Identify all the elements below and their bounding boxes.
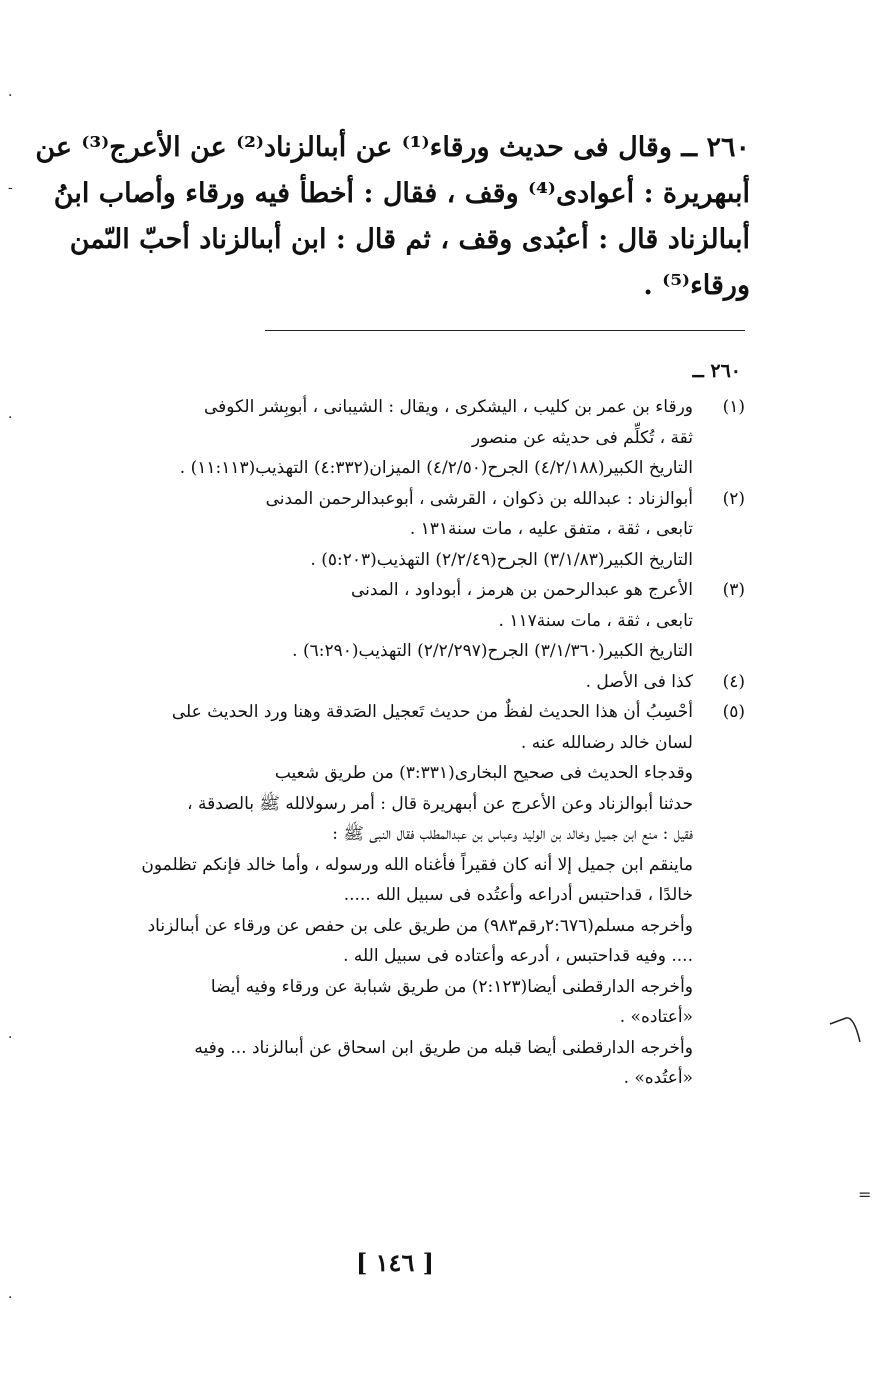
footnote-line: تابعى ، ثقة ، مات سنة١١٧ . — [498, 610, 693, 631]
footnote-line: «أعتُده» . — [623, 1068, 693, 1088]
footnote-line: التاريخ الكبير(٤/٢/١٨٨) الجرح(٤/٢/٥٠) الميزان(٤:٣٣٢) التهذيب(١١:١١٣) . — [179, 458, 693, 478]
margin-mark: = — [858, 1185, 872, 1204]
footnote-line: التاريخ الكبير(٣/١/٣٦٠) الجرح(٢/٢/٢٩٧) التهذيب(٦:٢٩٠) . — [292, 641, 693, 661]
footnote-heading: ٢٦٠ ــ — [692, 360, 741, 382]
footnote-line: كذا فى الأصل . — [585, 671, 693, 692]
footnote-number: (١) — [722, 397, 745, 417]
footnote-line: «أعتاده» . — [619, 1007, 693, 1027]
footnote-4 — [55, 667, 745, 698]
footnote-line: .... وفيه قداحتبس ، أدرعه وأعتاده فى سبيل الله . — [343, 946, 693, 966]
footnote-line: الأعرج هو عبدالرحمن بن هرمز ، أبوداود ، المدنى — [351, 580, 693, 600]
margin-mark-icon — [828, 1012, 868, 1046]
scan-speck: - — [8, 180, 13, 196]
footnote-5-continuation — [55, 758, 745, 1094]
footnote-line: حدثنا أبوالزناد وعن الأعرج عن أبىهريرة قال : أمر رسولالله ﷺ بالصدقة ، — [187, 793, 693, 814]
footnote-number: (٣) — [722, 580, 745, 600]
footnote-line: وأخرجه مسلم(٢:٦٧٦رقم٩٨٣) من طريق على بن حفص عن ورقاء عن أبىالزناد — [147, 915, 693, 936]
footnote-line: أحْسِبُ أن هذا الحديث لفظٌ من حديث تَعجيل الصَدقة وهنا ورد الحديث على — [171, 702, 693, 722]
footnote-number: (٥) — [722, 702, 745, 722]
footnote-number: (٤) — [722, 671, 745, 692]
footnote-line: لسان خالد رضىالله عنه . — [520, 732, 693, 753]
hadith-line: أبىهريرة : أعوادى⁽⁴⁾ وقف ، فقال : أخطأ فيه ورقاء وأصاب ابنُ — [53, 178, 750, 209]
footnote-divider — [265, 330, 745, 331]
footnote-line: فقيل : منع ابن جميل وخالد بن الوليد وعباس بن عبدالمطلب فقال النبى ﷺ : — [332, 824, 693, 844]
footnote-line: ورقاء بن عمر بن كليب ، اليشكرى ، ويقال : الشيبانى ، أبوبِشر الكوفى — [203, 397, 693, 417]
scan-speck: · — [8, 1030, 13, 1046]
scan-speck: · — [8, 1290, 13, 1306]
hadith-line: ورقاء⁽⁵⁾ . — [643, 270, 750, 301]
footnote-number: (٢) — [722, 488, 745, 509]
footnote-1 — [55, 392, 745, 484]
footnote-line: وأخرجه الدارقطنى أيضا قبله من طريق ابن اسحاق عن أبىالزناد ... وفيه — [194, 1037, 693, 1058]
footnote-3 — [55, 575, 745, 667]
footnote-5 — [55, 697, 745, 758]
hadith-line: ٢٦٠ ــ وقال فى حديث ورقاء⁽¹⁾ عن أبىالزناد⁽²⁾ عن الأعرج⁽³⁾ عن — [35, 132, 750, 163]
footnote-line: وقدجاء الحديث فى صحيح البخارى(٣:٣٣١) من طريق شعيب — [274, 763, 693, 783]
hadith-text — [35, 125, 750, 309]
footnote-line: وأخرجه الدارقطنى أيضا(٢:١٢٣) من طريق شبابة عن ورقاء وفيه أيضا — [210, 976, 693, 997]
scan-speck: · — [8, 88, 13, 104]
footnote-line: تابعى ، ثقة ، متفق عليه ، مات سنة١٣١ . — [409, 519, 693, 539]
footnote-line: أبوالزناد : عبدالله بن ذكوان ، القرشى ، أبوعبدالرحمن المدنى — [265, 488, 693, 509]
page-number: [ ١٤٦ ] — [355, 1248, 435, 1277]
footnotes — [55, 392, 745, 1094]
footnote-2 — [55, 484, 745, 576]
hadith-line: أبىالزناد قال : أعبُدى وقف ، ثم قال : ابن أبىالزناد أحبّ الىّمن — [69, 224, 750, 255]
footnote-line: ثقة ، تُكلِّم فى حديثه عن منصور — [471, 427, 693, 448]
footnote-line: ماينقم ابن جميل إلا أنه كان فقيراً فأغناه الله ورسوله ، وأما خالد فإنكم تظلمون — [141, 854, 693, 875]
footnote-line: التاريخ الكبير(٣/١/٨٣) الجرح(٢/٢/٤٩) التهذيب(٥:٢٠٣) . — [310, 549, 693, 570]
footnote-line: خالدًا ، قداحتبس أدراعه وأعتُده فى سبيل الله ..... — [343, 885, 693, 905]
scan-speck: · — [8, 410, 13, 426]
